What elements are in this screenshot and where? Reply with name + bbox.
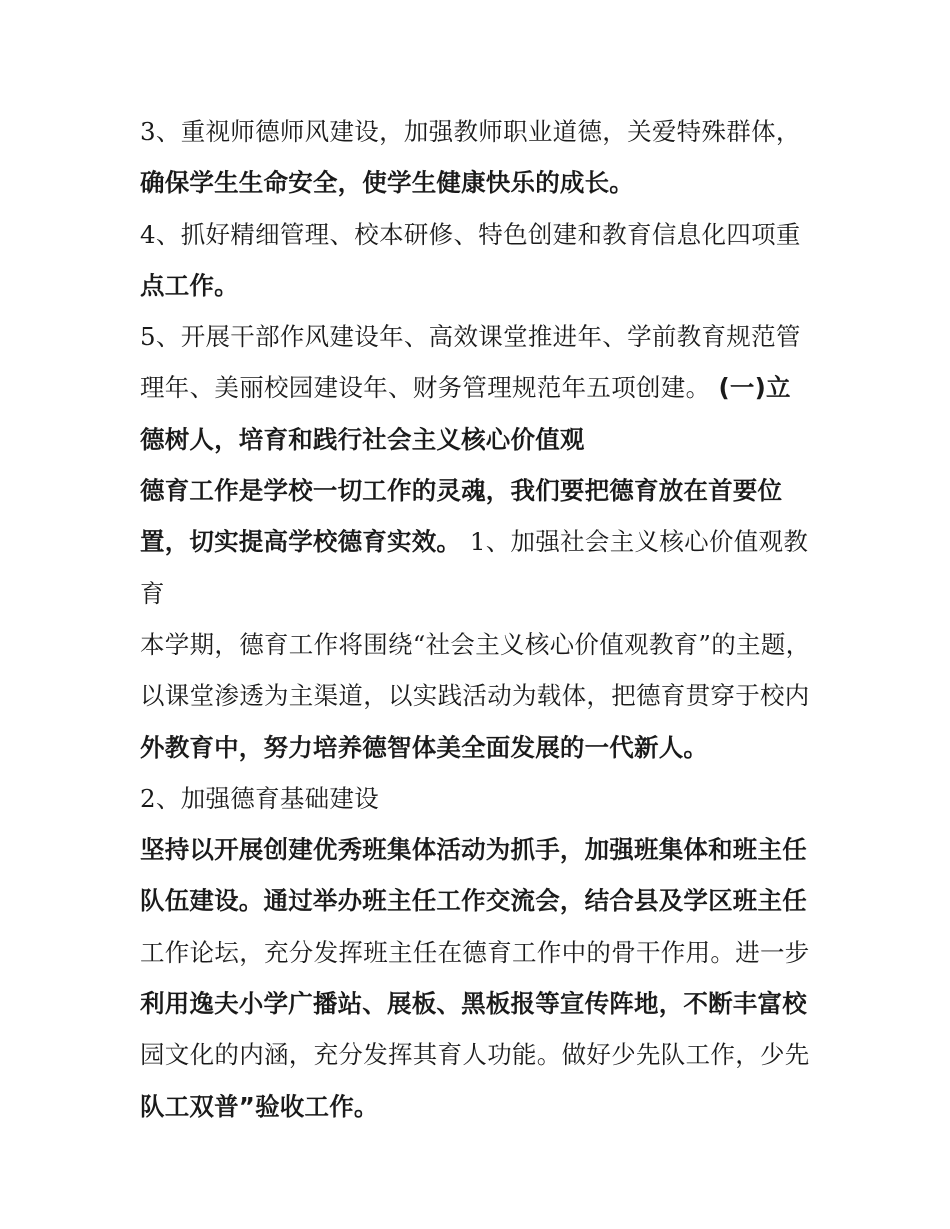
text-segment: 园文化的内涵，充分发挥其育人功能。做好少先队工作，少先 [140, 1040, 810, 1070]
text-segment: 队工双普”验收工作。 [140, 1091, 379, 1121]
text-segment: 德育工作是学校一切工作的灵魂，我们要把德育放在首要位 [140, 476, 783, 506]
text-line [140, 516, 820, 567]
text-line [140, 1029, 820, 1080]
text-line [140, 106, 820, 157]
text-segment: 点工作。 [140, 270, 239, 300]
text-line [140, 978, 820, 1029]
document-body [140, 106, 820, 1132]
text-line [140, 260, 820, 311]
text-segment: 以课堂渗透为主渠道，以实践活动为载体，把德育贯穿于校内 [140, 681, 810, 711]
text-line [140, 824, 820, 875]
text-line [140, 209, 820, 260]
text-segment: 3、重视师德师风建设，加强教师职业道德，关爱特殊群体， [140, 117, 801, 146]
text-line [140, 568, 820, 619]
text-line [140, 875, 820, 926]
text-line [140, 311, 820, 362]
text-segment: 4、抓好精细管理、校本研修、特色创建和教育信息化四项重 [140, 219, 801, 249]
text-segment: 置，切实提高学校德育实效。 [140, 527, 470, 557]
text-segment: 外教育中，努力培养德智体美全面发展的一代新人。 [140, 732, 709, 762]
text-segment: 工作论坛，充分发挥班主任在德育工作中的骨干作用。进一步 [140, 937, 810, 967]
text-line [140, 670, 820, 721]
text-line [140, 414, 820, 465]
text-line [140, 1081, 820, 1132]
text-segment: 育 [140, 578, 165, 608]
text-line [140, 619, 820, 670]
text-segment: 理年、美丽校园建设年、财务管理规范年五项创建。 [140, 373, 719, 403]
text-segment: 坚持以开展创建优秀班集体活动为抓手，加强班集体和班主任 [140, 835, 807, 865]
text-segment: 2、加强德育基础建设 [140, 783, 380, 813]
text-line [140, 465, 820, 516]
text-line [140, 773, 820, 824]
text-segment: 德树人，培育和践行社会主义核心价值观 [140, 424, 585, 454]
text-segment: 本学期，德育工作将围绕“社会主义核心价值观教育”的主题， [140, 629, 811, 659]
text-segment: 1、加强社会主义核心价值观教 [469, 527, 809, 557]
text-segment: 确保学生生命安全，使学生健康快乐的成长。 [140, 168, 634, 198]
text-line [140, 362, 820, 413]
text-segment: 5、开展干部作风建设年、高效课堂推进年、学前教育规范管 [140, 322, 801, 352]
text-segment: 利用逸夫小学广播站、展板、黑板报等宣传阵地，不断丰富校 [140, 989, 807, 1019]
text-line [140, 927, 820, 978]
text-line [140, 722, 820, 773]
text-segment: (一)立 [718, 373, 791, 403]
text-line [140, 157, 820, 208]
text-segment: 队伍建设。通过举办班主任工作交流会，结合县及学区班主任 [140, 886, 807, 916]
